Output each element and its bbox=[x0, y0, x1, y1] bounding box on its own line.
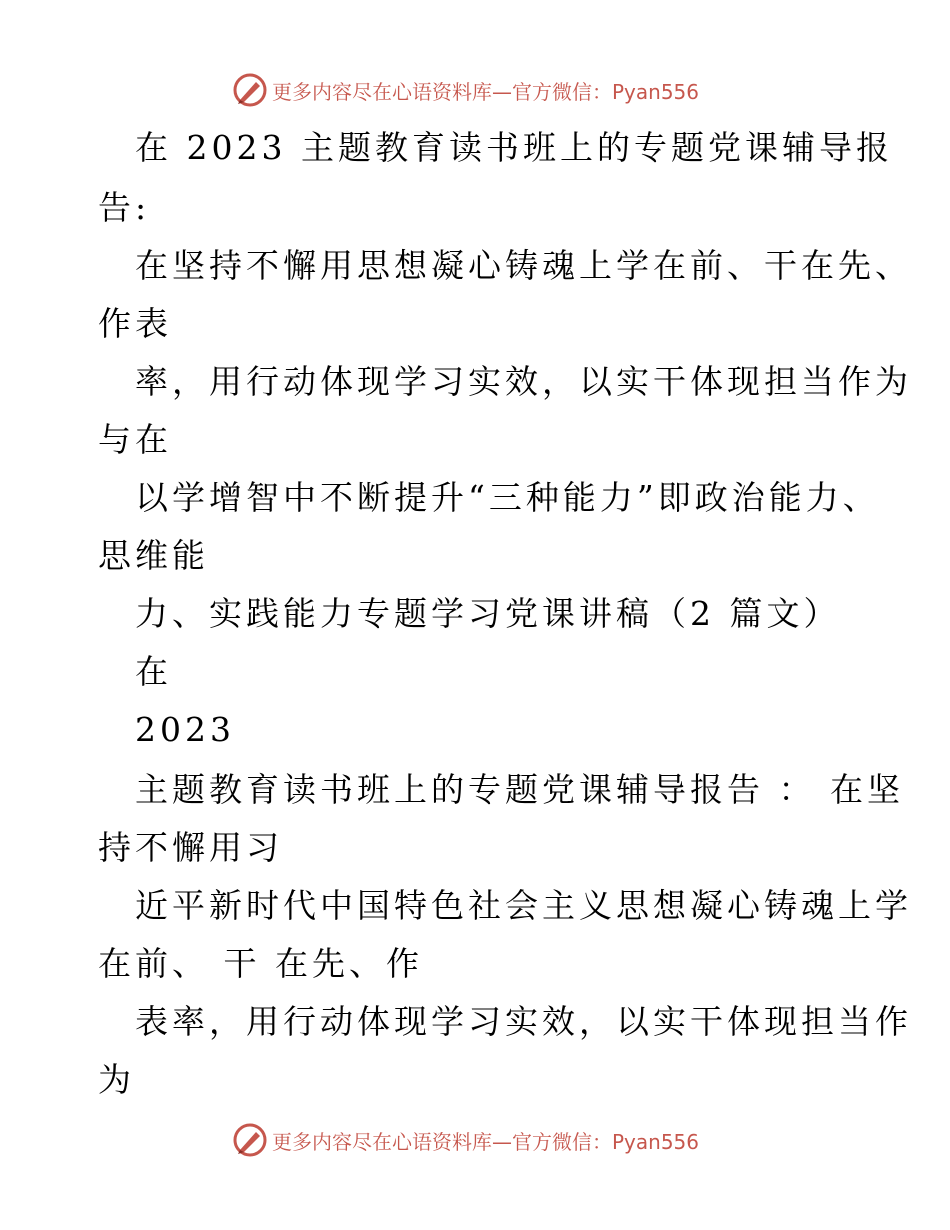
text-line: 力、实践能力专题学习党课讲稿（2 篇文） bbox=[135, 594, 841, 633]
pen-circle-icon bbox=[232, 1122, 268, 1158]
text-line: 在 bbox=[135, 652, 172, 691]
text-line: 率，用行动体现学习实效，以实干体现担当作为 bbox=[135, 362, 912, 401]
text-line: 持不懈用习 bbox=[98, 828, 283, 867]
banner-text bbox=[272, 1126, 699, 1155]
text-line: 告: bbox=[98, 188, 151, 227]
text-line: 表率，用行动体现学习实效，以实干体现担当作 bbox=[135, 1002, 912, 1041]
text-line: 近平新时代中国特色社会主义思想凝心铸魂上学 bbox=[135, 886, 912, 925]
text-line: 作表 bbox=[98, 304, 172, 343]
footer-banner bbox=[232, 1120, 699, 1160]
text-line: 在前、 干 在先、作 bbox=[98, 944, 423, 983]
text-line: 与在 bbox=[98, 420, 172, 459]
text-line: 为 bbox=[98, 1060, 135, 1099]
text-line: 思维能 bbox=[98, 536, 209, 575]
wechat-id: Pyan556 bbox=[612, 79, 700, 104]
banner-label: 更多内容尽在心语资料库—官方微信： bbox=[272, 79, 612, 104]
text-line: 2023 bbox=[135, 710, 235, 749]
wechat-id: Pyan556 bbox=[612, 1129, 700, 1154]
text-line: 以学增智中不断提升“三种能力”即政治能力、 bbox=[135, 478, 880, 517]
text-line: 主题教育读书班上的专题党课辅导报告 ： 在坚 bbox=[135, 770, 904, 809]
text-line: 在 2023 主题教育读书班上的专题党课辅导报 bbox=[135, 128, 893, 167]
banner-label: 更多内容尽在心语资料库—官方微信： bbox=[272, 1129, 612, 1154]
text-line: 在坚持不懈用思想凝心铸魂上学在前、干在先、 bbox=[135, 246, 912, 285]
